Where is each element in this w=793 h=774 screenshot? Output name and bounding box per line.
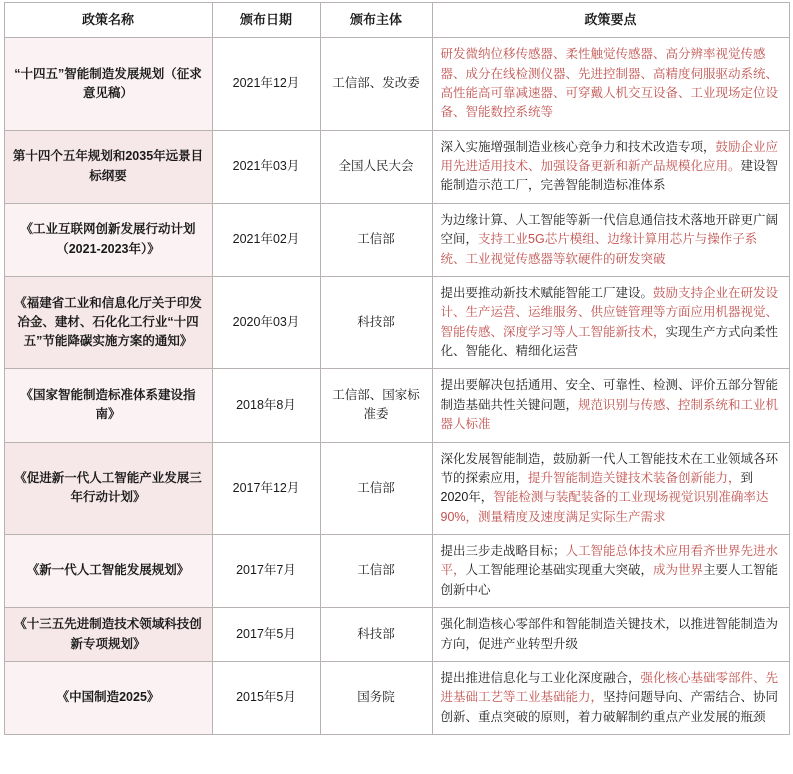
table-row [4, 661, 789, 734]
key-points-cell [432, 661, 789, 734]
key-point-text: 主要人工智能创新中心 [440, 563, 779, 597]
table-row [4, 203, 789, 276]
issuer-cell: 国务院 [320, 661, 432, 734]
policy-name-cell: 第十四个五年规划和2035年远景目标纲要 [4, 130, 212, 203]
issuer-cell: 工信部 [320, 535, 432, 608]
key-point-highlight: 鼓励支持企业在研发设计、生产运营、运维服务、供应链管理等方面应用机器视觉、智能传感、深度学习等人工智能新技术， [440, 285, 779, 339]
table-row [4, 535, 789, 608]
policy-name-cell: 《中国制造2025》 [4, 661, 212, 734]
key-point-text: 提出要解决包括通用、安全、可靠性、检测、评价五部分智能制造基础共性关键问题， [440, 378, 779, 412]
key-points-cell [432, 535, 789, 608]
key-point-highlight: 规范识别与传感、控制系统和工业机器人标准 [440, 397, 779, 432]
issuer-cell: 科技部 [320, 608, 432, 662]
key-point-highlight: 强化核心基础零部件、先进基础工艺等工业基础能力， [440, 670, 779, 705]
key-point-highlight: 智能检测与装配装备的工业现场视觉识别准确率达90%，测量精度及速度满足实际生产需求 [440, 490, 769, 524]
key-point-text: 人工智能理论基础实现重大突破， [465, 563, 654, 578]
issue-date-cell: 2021年12月 [212, 38, 320, 131]
column-header-key-points: 政策要点 [432, 3, 789, 38]
key-point-text: 建设智能制造示范工厂，完善智能制造标准体系 [440, 159, 779, 193]
key-point-text: 实现生产方式向柔性化、智能化、精细化运营 [440, 324, 779, 359]
key-point-highlight: 提升智能制造关键技术装备创新能力， [528, 470, 741, 485]
key-points-cell [432, 38, 789, 131]
policy-name-cell: “十四五”智能制造发展规划（征求意见稿） [4, 38, 212, 131]
policy-table [4, 2, 790, 735]
key-point-text: 强化制造核心零部件和智能制造关键技术，以推进智能制造为方向，促进产业转型升级 [440, 617, 779, 651]
table-row [4, 38, 789, 131]
key-point-highlight: 人工智能总体技术应用看齐世界先进水平， [440, 544, 779, 578]
policy-name-cell: 《福建省工业和信息化厅关于印发冶金、建材、石化化工行业“十四五”节能降碳实施方案的通知》 [4, 276, 212, 369]
policy-name-cell: 《工业互联网创新发展行动计划（2021-2023年）》 [4, 203, 212, 276]
column-header-policy-name: 政策名称 [4, 3, 212, 38]
policy-name-cell: 《十三五先进制造技术领域科技创新专项规划》 [4, 608, 212, 662]
issuer-cell: 全国人民大会 [320, 130, 432, 203]
table-body [4, 38, 789, 735]
issuer-cell: 工信部、国家标准委 [320, 369, 432, 442]
table-row [4, 276, 789, 369]
table-row [4, 130, 789, 203]
table-header [4, 3, 789, 38]
issue-date-cell: 2017年12月 [212, 442, 320, 535]
key-point-highlight: 支持工业5G芯片模组、边缘计算用芯片与操作子系统、工业视觉传感器等软硬件的研发突破 [440, 232, 758, 266]
table-row [4, 608, 789, 662]
issue-date-cell: 2018年8月 [212, 369, 320, 442]
key-point-text: 为边缘计算、人工智能等新一代信息通信技术落地开辟更广阔空间， [440, 212, 779, 247]
key-point-text: 坚持问题导向、产需结合、协同创新、重点突破的原则，着力破解制约重点产业发展的瓶颈 [440, 690, 779, 724]
key-points-cell [432, 130, 789, 203]
table-header-row [4, 3, 789, 38]
key-points-cell [432, 442, 789, 535]
issue-date-cell: 2015年5月 [212, 661, 320, 734]
key-points-cell [432, 608, 789, 662]
key-point-highlight: 研发微纳位移传感器、柔性触觉传感器、高分辨率视觉传感器、成分在线检测仪器、先进控制器、高精度伺服驱动系统、高性能高可靠减速器、可穿戴人机交互设备、工业现场定位设备、智能数控系统等 [440, 47, 779, 120]
key-points-cell [432, 276, 789, 369]
issuer-cell: 工信部 [320, 203, 432, 276]
issue-date-cell: 2017年5月 [212, 608, 320, 662]
key-point-highlight: 鼓励企业应用先进适用技术、加强设备更新和新产品规模化应用。 [440, 139, 779, 174]
issue-date-cell: 2021年03月 [212, 130, 320, 203]
policy-name-cell: 《国家智能制造标准体系建设指南》 [4, 369, 212, 442]
key-point-text: 深化发展智能制造，鼓励新一代人工智能技术在工业领域各环节的探索应用， [440, 451, 779, 485]
key-point-text: 深入实施增强制造业核心竞争力和技术改造专项， [440, 139, 716, 154]
column-header-issuer: 颁布主体 [320, 3, 432, 38]
key-points-cell [432, 203, 789, 276]
issue-date-cell: 2020年03月 [212, 276, 320, 369]
table-row [4, 369, 789, 442]
issue-date-cell: 2021年02月 [212, 203, 320, 276]
key-point-highlight: 成为世界 [653, 563, 704, 578]
issuer-cell: 科技部 [320, 276, 432, 369]
policy-name-cell: 《新一代人工智能发展规划》 [4, 535, 212, 608]
issuer-cell: 工信部 [320, 442, 432, 535]
policy-name-cell: 《促进新一代人工智能产业发展三年行动计划》 [4, 442, 212, 535]
issue-date-cell: 2017年7月 [212, 535, 320, 608]
key-point-text: 提出推进信息化与工业化深度融合， [440, 670, 641, 685]
table-row [4, 442, 789, 535]
key-point-text: 到2020年， [440, 470, 754, 505]
column-header-issue-date: 颁布日期 [212, 3, 320, 38]
key-points-cell [432, 369, 789, 442]
key-point-text: 提出要推动新技术赋能智能工厂建设。 [440, 285, 654, 300]
issuer-cell: 工信部、发改委 [320, 38, 432, 131]
key-point-text: 提出三步走战略目标； [440, 544, 566, 559]
